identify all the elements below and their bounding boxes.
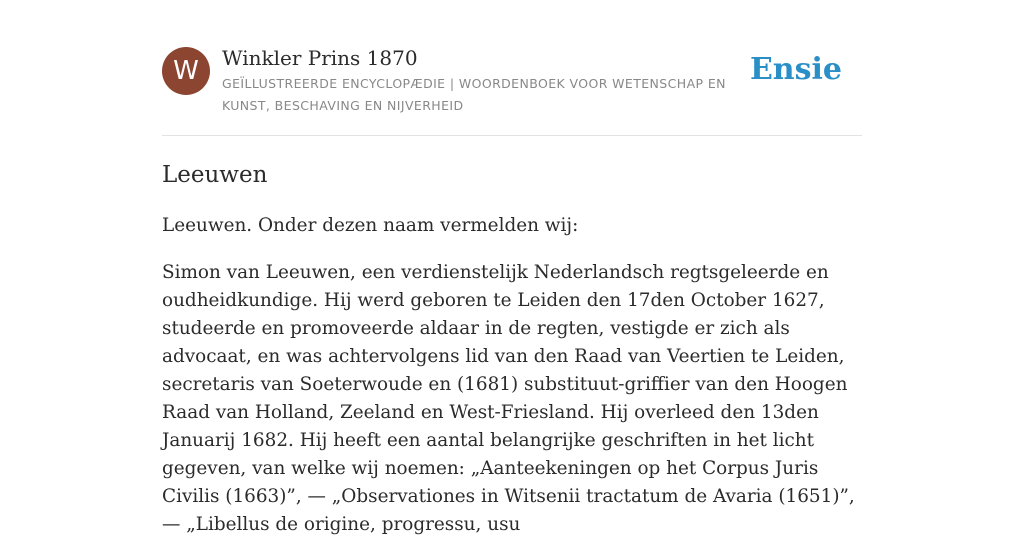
article-paragraph: Simon van Leeuwen, een verdienstelijk Nederlandsch regtsgeleerde en oudheidkundige. Hij werd geboren te Leiden den 17den October 1627, studeerde en promoveerde aldaar in de regten, vestigde er zich als advocaat, en was achtervolgens lid van den Raad van Veertien te Leiden, secretaris van Soeterwoude en (1681) substituut-griffier van den Hoogen Raad van Holland, Zeeland en West-Friesland. Hij overleed den 13den Januarij 1682. Hij heeft een aantal belangrijke geschriften in het licht gegeven, van welke wij noemen: „Aanteekeningen op het Corpus Juris Civilis (1663)”, — „Observationes in Witsenii tractatum de Avaria (1651)”, — „Libellus de origine, progressu, usu [162,262,855,535]
site-title[interactable]: Winkler Prins 1870 [222,46,418,70]
article-body [162,212,862,558]
article-title: Leeuwen [162,162,268,188]
article-paragraph: Leeuwen. Onder dezen naam vermelden wij: [162,215,579,236]
site-subtitle: GEÏLLUSTREERDE ENCYCLOPÆDIE | WOORDENBOEK VOOR WETENSCHAP EN KUNST, BESCHAVING EN NIJVERHEID [222,76,726,113]
avatar[interactable]: W [162,47,210,95]
ensie-logo[interactable]: Ensie [749,52,842,87]
site-header [162,40,862,135]
header-divider [162,135,862,136]
